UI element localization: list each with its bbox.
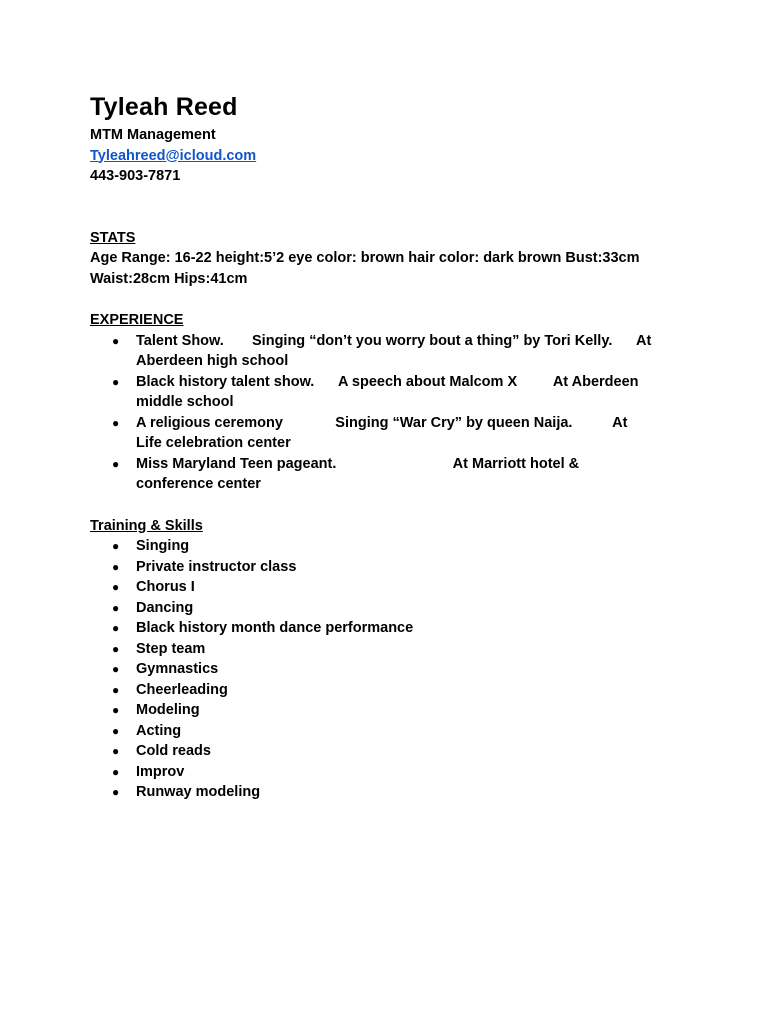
training-item: ● Step team [90,639,690,660]
bullet-icon: ● [112,764,120,779]
stats-heading: STATS [90,229,136,246]
phone-number: 443-903-7871 [90,168,181,184]
training-item: ● Gymnastics [90,659,690,680]
bullet-icon: ● [112,600,120,615]
training-item: ● Black history month dance performance [90,618,690,639]
bullet-icon: ● [112,456,120,471]
bullet-icon: ● [112,703,120,717]
training-item: ● Chorus I [90,577,690,598]
bullet-icon: ● [112,580,120,594]
resume-page [90,92,690,803]
bullet-icon: ● [112,744,120,758]
agency-name: MTM Management [90,127,216,143]
bullet-icon: ● [112,415,120,430]
training-item: ● Modeling [90,700,690,721]
training-item: ● Dancing [90,598,690,619]
experience-item: ● Talent Show. Singing “don’t you worry bout a thing” by Tori Kelly. At Aberdeen high school [112,332,652,369]
experience-heading: EXPERIENCE [90,312,184,328]
resume-name: Tyleah Reed [90,93,238,121]
training-item: ● Runway modeling [90,782,690,803]
email-link[interactable]: Tyleahreed@icloud.com [90,147,257,164]
training-item: ● Acting [90,721,690,742]
experience-item: ● Miss Maryland Teen pageant. At Marriott hotel & conference center [112,455,580,492]
training-item: ● Cold reads [90,741,690,762]
experience-item: ● A religious ceremony Singing “War Cry” by queen Naija. At Life celebration center [112,414,628,451]
bullet-icon: ● [112,559,120,574]
bullet-icon: ● [112,621,120,635]
stats-line-2: Waist:28cm Hips:41cm [90,270,248,287]
bullet-icon: ● [112,682,120,697]
bullet-icon: ● [112,723,120,738]
bullet-icon: ● [112,785,120,799]
bullet-icon: ● [112,539,120,553]
bullet-icon: ● [112,641,120,656]
bullet-icon: ● [112,333,120,348]
training-item: ● Private instructor class [90,557,690,578]
experience-item: ● Black history talent show. A speech about Malcom X At Aberdeen middle school [112,373,639,410]
bullet-icon: ● [112,374,120,389]
training-heading: Training & Skills [90,517,203,534]
stats-line-1: Age Range: 16-22 height:5’2 eye color: brown hair color: dark brown Bust:33cm [90,250,640,266]
training-list [90,536,690,803]
bullet-icon: ● [112,662,120,676]
training-item: ● Cheerleading [90,680,690,701]
training-item: ● Improv [90,762,690,783]
experience-list [90,331,690,495]
training-item: ● Singing [90,536,690,557]
